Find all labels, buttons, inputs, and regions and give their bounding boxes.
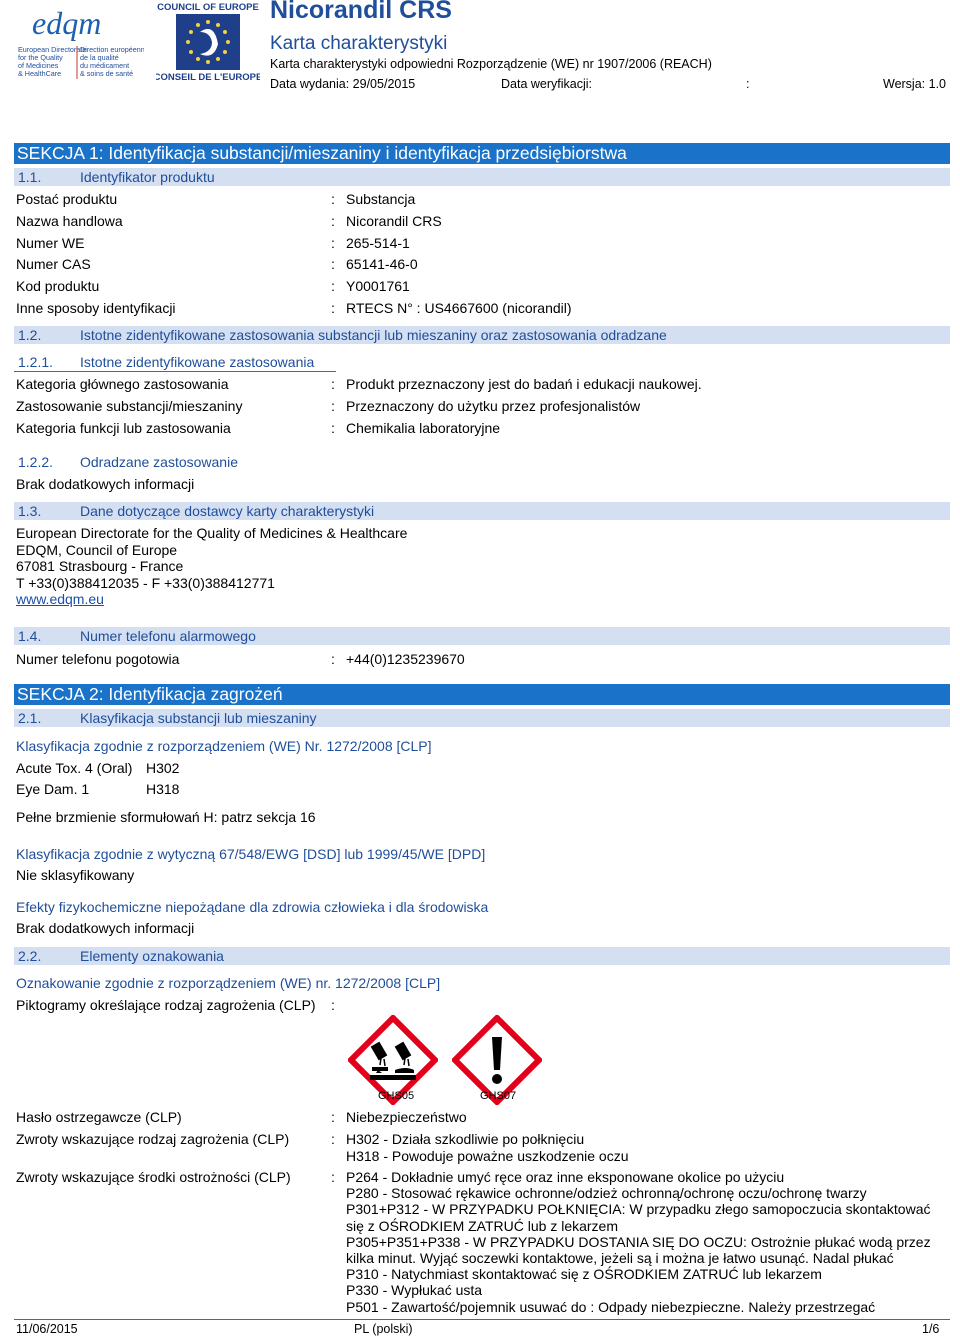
edqm-logo xyxy=(14,4,144,86)
issue-date: Data wydania: 29/05/2015 xyxy=(270,77,416,91)
footer-language: PL (polski) xyxy=(354,1322,413,1336)
svg-text:CONSEIL DE L'EUROPE: CONSEIL DE L'EUROPE xyxy=(156,72,260,83)
subsection-1-3: 1.3. Dane dotyczące dostawcy karty charakterystyki xyxy=(14,502,950,520)
hazard-statements-label: Zwroty wskazujące rodzaj zagrożenia (CLP) xyxy=(16,1131,290,1147)
row-value: Substancja xyxy=(346,191,416,207)
subsection-2-2: 2.2. Elementy oznakowania xyxy=(14,947,950,965)
svg-text:Direction européenne: Direction européenne xyxy=(80,45,144,54)
pictograms-label: Piktogramy określające rodzaj zagrożenia (CLP) xyxy=(16,997,316,1013)
row-label: Inne sposoby identyfikacji xyxy=(16,300,176,316)
row-value: 265-514-1 xyxy=(346,235,410,251)
subsection-underline xyxy=(14,371,336,372)
precaution-statements-label: Zwroty wskazujące środki ostrożności (CLP) xyxy=(16,1169,291,1185)
supplier-address: European Directorate for the Quality of Medicines & Healthcare EDQM, Council of Europe 67081 Strasbourg - France T +33(0)388412035 - F +33(0)388412771 www.edqm.eu xyxy=(16,525,408,607)
revision-colon: : xyxy=(746,77,750,91)
signal-word-label: Hasło ostrzegawcze (CLP) xyxy=(16,1109,182,1125)
dsd-classification-value: Nie sklasyfikowany xyxy=(16,867,135,883)
emergency-label: Numer telefonu pogotowia xyxy=(16,651,180,667)
svg-text:for the Quality: for the Quality xyxy=(18,53,63,62)
footer-date: 11/06/2015 xyxy=(16,1322,78,1336)
ghs05-label: GHS05 xyxy=(378,1090,415,1102)
regulation-line: Karta charakterystyki odpowiedni Rozporządzenie (WE) nr 1907/2006 (REACH) xyxy=(270,57,712,71)
edqm-logo-word: edqm xyxy=(32,5,102,41)
signal-word-value: Niebezpieczeństwo xyxy=(346,1109,467,1125)
row-label: Kod produktu xyxy=(16,278,100,294)
subsection-1-1: 1.1. Identyfikator produktu xyxy=(14,168,950,186)
row-value: RTECS N° : US4667600 (nicorandil) xyxy=(346,300,572,316)
document-title: Nicorandil CRS xyxy=(270,0,452,24)
row-value: 65141-46-0 xyxy=(346,256,418,272)
dsd-classification-heading: Klasyfikacja zgodnie z wytyczną 67/548/EWG [DSD] lub 1999/45/WE [DPD] xyxy=(16,846,486,862)
precaution-statements: P264 - Dokładnie umyć ręce oraz inne eksponowane okolice po użyciu P280 - Stosować rękawice ochronne/odzież ochronną/ochronę oczu/ochronę twarzy P301+P312 - W PRZYPADKU POŁKNIĘCIA: W przypadku złego samopoczucia skontaktować się z OŚRODKIEM ZATRUĆ lub z lekarzem P305+P351+P338 - W PRZYPADKU DOSTANIA SIĘ DO OCZU: Ostrożnie płukać wodą przez kilka minut. Wyjąć soczewki kontaktowe, jeżeli są i można je łatwo usunąć. Nadal płukać P310 - Natychmiast skontaktować się z OŚRODKIEM ZATRUĆ lub lekarzem P330 - Wypłukać usta P501 - Zawartość/pojemnik usuwać do : Odpady niebezpieczne. Należy przestrzegać xyxy=(346,1169,931,1315)
svg-text:& soins de santé: & soins de santé xyxy=(80,69,134,78)
emergency-phone: +44(0)1235239670 xyxy=(346,651,465,667)
hazard-statements: H302 - Działa szkodliwie po połknięciu H318 - Powoduje poważne uszkodzenie oczu xyxy=(346,1131,629,1164)
row-label: Postać produktu xyxy=(16,191,118,207)
ghs07-label: GHS07 xyxy=(480,1090,517,1102)
clp-code: H318 xyxy=(146,781,180,797)
row-label: Nazwa handlowa xyxy=(16,213,123,229)
clp-classification-heading: Klasyfikacja zgodnie z rozporządzeniem (WE) Nr. 1272/2008 [CLP] xyxy=(16,738,432,754)
svg-text:European Directorate: European Directorate xyxy=(18,45,87,54)
effects-heading: Efekty fizykochemiczne niepożądane dla zdrowia człowieka i dla środowiska xyxy=(16,899,489,915)
version: Wersja: 1.0 xyxy=(883,77,946,91)
clp-class: Acute Tox. 4 (Oral) xyxy=(16,760,133,776)
row-label: Numer CAS xyxy=(16,256,91,272)
svg-text:de la qualité: de la qualité xyxy=(80,53,119,62)
use-label: Zastosowanie substancji/mieszaniny xyxy=(16,398,243,414)
svg-text:of Medicines: of Medicines xyxy=(18,61,59,70)
svg-text:COUNCIL OF EUROPE: COUNCIL OF EUROPE xyxy=(157,2,259,13)
use-value: Chemikalia laboratoryjne xyxy=(346,420,501,436)
clp-code: H302 xyxy=(146,760,180,776)
svg-text:& HealthCare: & HealthCare xyxy=(18,69,62,78)
labelling-heading: Oznakowanie zgodnie z rozporządzeniem (WE) nr. 1272/2008 [CLP] xyxy=(16,975,441,991)
use-value: Produkt przeznaczony jest do badań i edukacji naukowej. xyxy=(346,376,702,392)
website-link[interactable]: www.edqm.eu xyxy=(16,591,104,607)
svg-text:du médicament: du médicament xyxy=(80,61,130,70)
row-value: Nicorandil CRS xyxy=(346,213,442,229)
row-value: Y0001761 xyxy=(346,278,410,294)
footer-divider xyxy=(14,1319,950,1320)
footer-page: 1/6 xyxy=(922,1322,940,1336)
section-2-heading: SEKCJA 2: Identyfikacja zagrożeń xyxy=(14,684,950,705)
h-statements-note: Pełne brzmienie sformułowań H: patrz sekcja 16 xyxy=(16,809,316,825)
use-label: Kategoria funkcji lub zastosowania xyxy=(16,420,231,436)
subsection-1-2-1: 1.2.1. Istotne zidentyfikowane zastosowania xyxy=(18,354,315,370)
use-label: Kategoria głównego zastosowania xyxy=(16,376,229,392)
document-subtitle: Karta charakterystyki xyxy=(270,33,448,54)
subsection-1-2-2: 1.2.2. Odradzane zastosowanie xyxy=(18,454,238,470)
subsection-1-2: 1.2. Istotne zidentyfikowane zastosowania substancji lub mieszaniny oraz zastosowania odradzane xyxy=(14,326,950,344)
row-label: Numer WE xyxy=(16,235,85,251)
section-1-heading: SEKCJA 1: Identyfikacja substancji/mieszaniny i identyfikacja przedsiębiorstwa xyxy=(14,143,950,164)
effects-text: Brak dodatkowych informacji xyxy=(16,920,195,936)
no-info-text: Brak dodatkowych informacji xyxy=(16,476,195,492)
council-of-europe-logo xyxy=(156,0,260,84)
subsection-2-1: 2.1. Klasyfikacja substancji lub mieszaniny xyxy=(14,709,950,727)
subsection-1-4: 1.4. Numer telefonu alarmowego xyxy=(14,627,950,645)
use-value: Przeznaczony do użytku przez profesjonalistów xyxy=(346,398,641,414)
clp-class: Eye Dam. 1 xyxy=(16,781,90,797)
revision-date: Data weryfikacji: xyxy=(501,77,592,91)
